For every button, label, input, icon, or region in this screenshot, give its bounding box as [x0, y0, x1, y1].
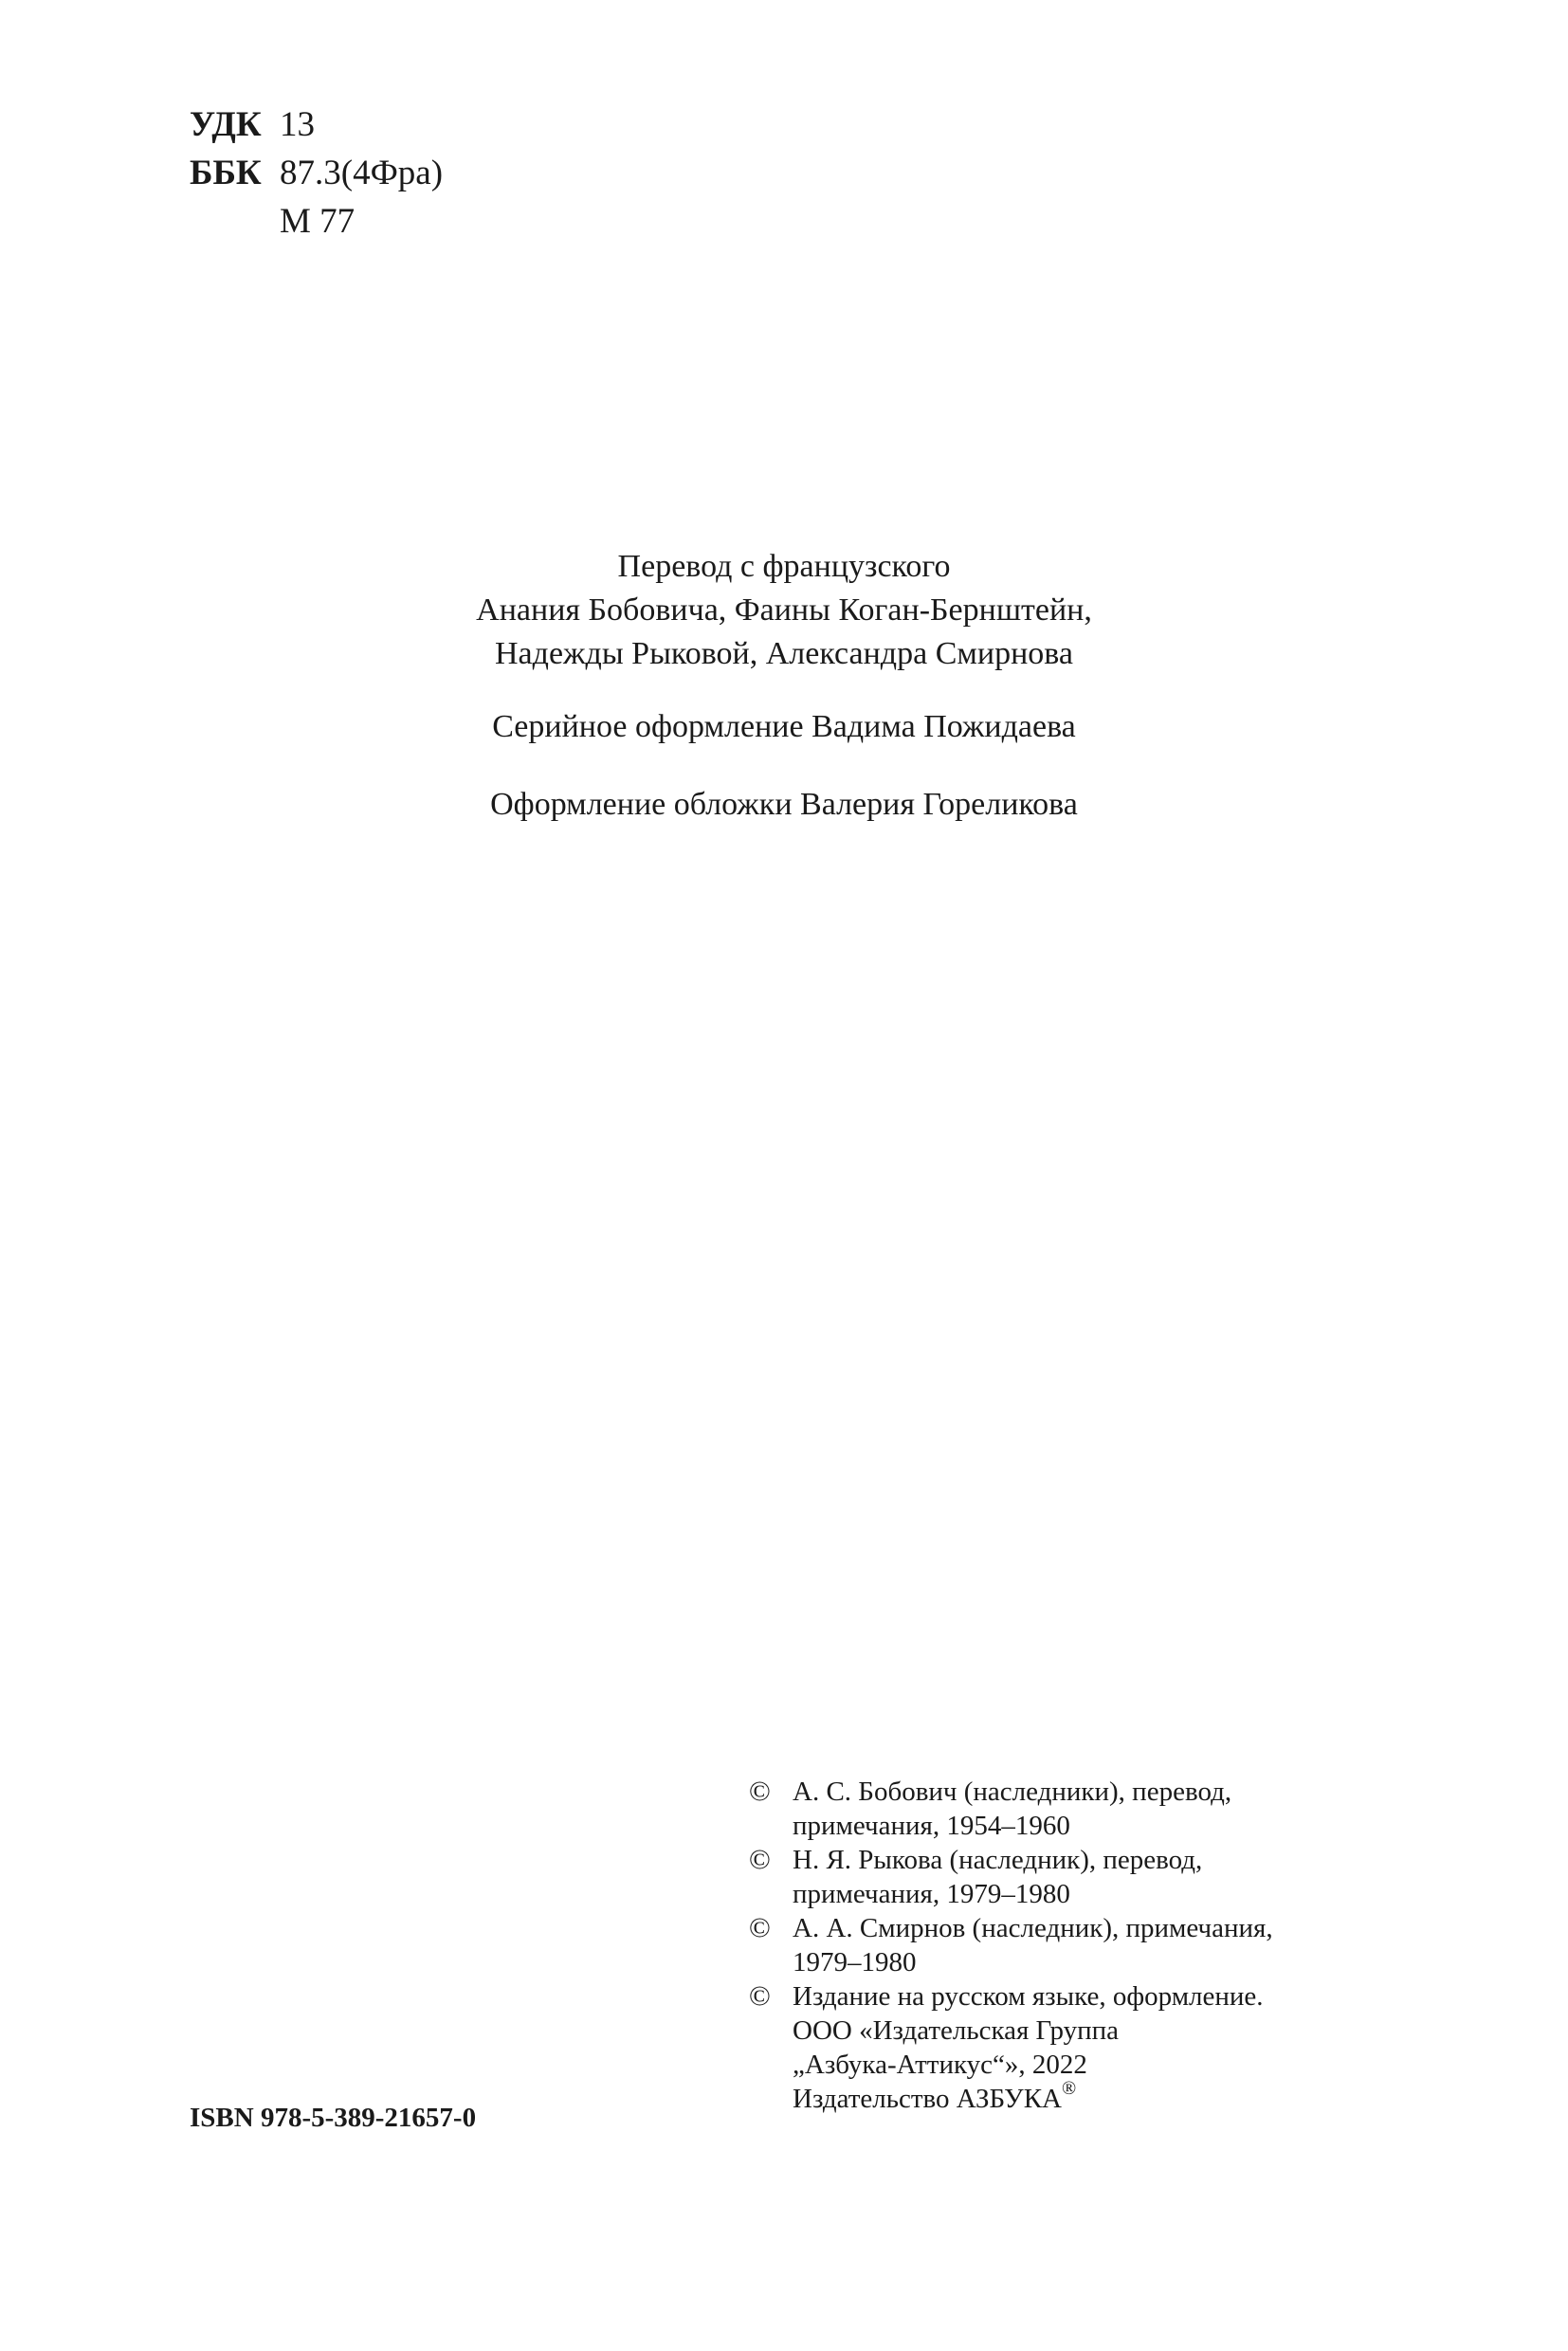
- classification-block: [190, 100, 443, 246]
- copyright-item: [749, 1979, 1413, 2116]
- copyright-text: Издание на русском языке, оформление.: [793, 1981, 1264, 2012]
- udk-value: 13: [280, 105, 315, 144]
- copyright-text: примечания, 1954–1960: [793, 1811, 1070, 1841]
- copyright-sign-icon: ©: [749, 1912, 771, 1943]
- registered-mark-icon: ®: [1061, 2078, 1077, 2099]
- cover-design-line: Оформление обложки Валерия Гореликова: [490, 787, 1078, 822]
- copyright-item: [749, 1775, 1413, 1843]
- copyright-text: А. А. Смирнов (наследник), примечания,: [793, 1913, 1273, 1943]
- translators-line: Надежды Рыковой, Александра Смирнова: [495, 636, 1073, 671]
- author-mark-label: [190, 197, 280, 246]
- isbn: ISBN 978-5-389-21657-0: [190, 2103, 477, 2133]
- udk-row: [190, 100, 443, 149]
- copyright-text: „Азбука-Аттикус“», 2022: [793, 2050, 1087, 2080]
- copyright-sign-icon: ©: [749, 1980, 771, 2012]
- series-design-line: Серийное оформление Вадима Пожидаева: [492, 709, 1076, 744]
- author-mark-value: М 77: [280, 202, 356, 241]
- copyright-item: [749, 1911, 1413, 1979]
- series-design-credit: [0, 705, 1568, 749]
- udk-label: УДК: [190, 105, 262, 144]
- copyright-sign-icon: ©: [749, 1844, 771, 1875]
- translators-line: Анания Бобовича, Фаины Коган-Бернштейн,: [476, 592, 1092, 628]
- copyright-text: А. С. Бобович (наследники), перевод,: [793, 1777, 1232, 1807]
- copyright-text: Н. Я. Рыкова (наследник), перевод,: [793, 1845, 1203, 1875]
- copyright-block: [749, 1775, 1413, 2116]
- copyright-text: 1979–1980: [793, 1947, 917, 1977]
- cover-design-credit: [0, 783, 1568, 827]
- copyright-text: примечания, 1979–1980: [793, 1879, 1070, 1909]
- author-mark-row: [190, 197, 443, 246]
- bbk-label: ББК: [190, 154, 262, 192]
- translation-credits: [0, 545, 1568, 676]
- publisher-line: [793, 2078, 1413, 2116]
- copyright-item: [749, 1843, 1413, 1911]
- copyright-sign-icon: ©: [749, 1776, 771, 1807]
- bbk-row: [190, 149, 443, 197]
- copyright-text: ООО «Издательская Группа: [793, 2015, 1120, 2046]
- publisher-name: Издательство АЗБУКА: [793, 2084, 1062, 2114]
- translation-line: Перевод с французского: [617, 549, 951, 584]
- bbk-value: 87.3(4Фра): [280, 154, 444, 192]
